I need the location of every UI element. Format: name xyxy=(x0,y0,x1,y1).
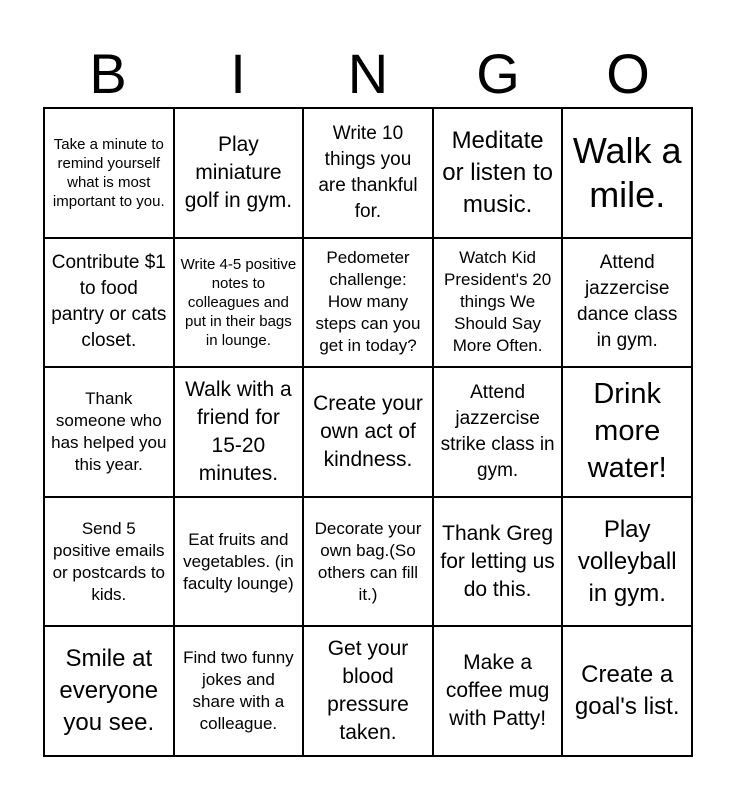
bingo-header xyxy=(43,40,693,108)
bingo-cell[interactable]: Create a goal's list. xyxy=(563,627,693,757)
header-letter-g: G xyxy=(476,42,520,105)
bingo-cell[interactable]: Create your own act of kindness. xyxy=(304,368,434,498)
bingo-cell[interactable]: Play volleyball in gym. xyxy=(563,498,693,628)
bingo-cell[interactable]: Play miniature golf in gym. xyxy=(175,109,305,239)
bingo-cell[interactable]: Find two funny jokes and share with a colleague. xyxy=(175,627,305,757)
bingo-cell[interactable]: Write 4-5 positive notes to colleagues and put in their bags in lounge. xyxy=(175,239,305,369)
bingo-cell[interactable]: Thank Greg for letting us do this. xyxy=(434,498,564,628)
bingo-cell[interactable]: Walk a mile. xyxy=(563,109,693,239)
header-letter-n: N xyxy=(347,42,389,105)
bingo-cell[interactable]: Make a coffee mug with Patty! xyxy=(434,627,564,757)
bingo-cell[interactable]: Drink more water! xyxy=(563,368,693,498)
bingo-cell[interactable]: Attend jazzercise strike class in gym. xyxy=(434,368,564,498)
bingo-cell[interactable]: Write 10 things you are thankful for. xyxy=(304,109,434,239)
bingo-cell[interactable]: Meditate or listen to music. xyxy=(434,109,564,239)
bingo-cell[interactable]: Smile at everyone you see. xyxy=(45,627,175,757)
bingo-cell[interactable]: Send 5 positive emails or postcards to kids. xyxy=(45,498,175,628)
header-letter-i: I xyxy=(230,42,246,105)
bingo-cell[interactable]: Get your blood pressure taken. xyxy=(304,627,434,757)
bingo-cell[interactable]: Pedometer challenge: How many steps can you get in today? xyxy=(304,239,434,369)
bingo-cell[interactable]: Decorate your own bag.(So others can fill it.) xyxy=(304,498,434,628)
bingo-cell[interactable]: Attend jazzercise dance class in gym. xyxy=(563,239,693,369)
bingo-cell[interactable]: Contribute $1 to food pantry or cats closet. xyxy=(45,239,175,369)
bingo-cell[interactable]: Take a minute to remind yourself what is most important to you. xyxy=(45,109,175,239)
bingo-cell[interactable]: Eat fruits and vegetables. (in faculty lounge) xyxy=(175,498,305,628)
bingo-cell[interactable]: Watch Kid President's 20 things We Should Say More Often. xyxy=(434,239,564,369)
bingo-cell[interactable]: Thank someone who has helped you this year. xyxy=(45,368,175,498)
bingo-cell[interactable]: Walk with a friend for 15-20 minutes. xyxy=(175,368,305,498)
header-letter-b: B xyxy=(89,42,127,105)
header-letter-o: O xyxy=(606,42,650,105)
bingo-grid xyxy=(43,107,693,757)
